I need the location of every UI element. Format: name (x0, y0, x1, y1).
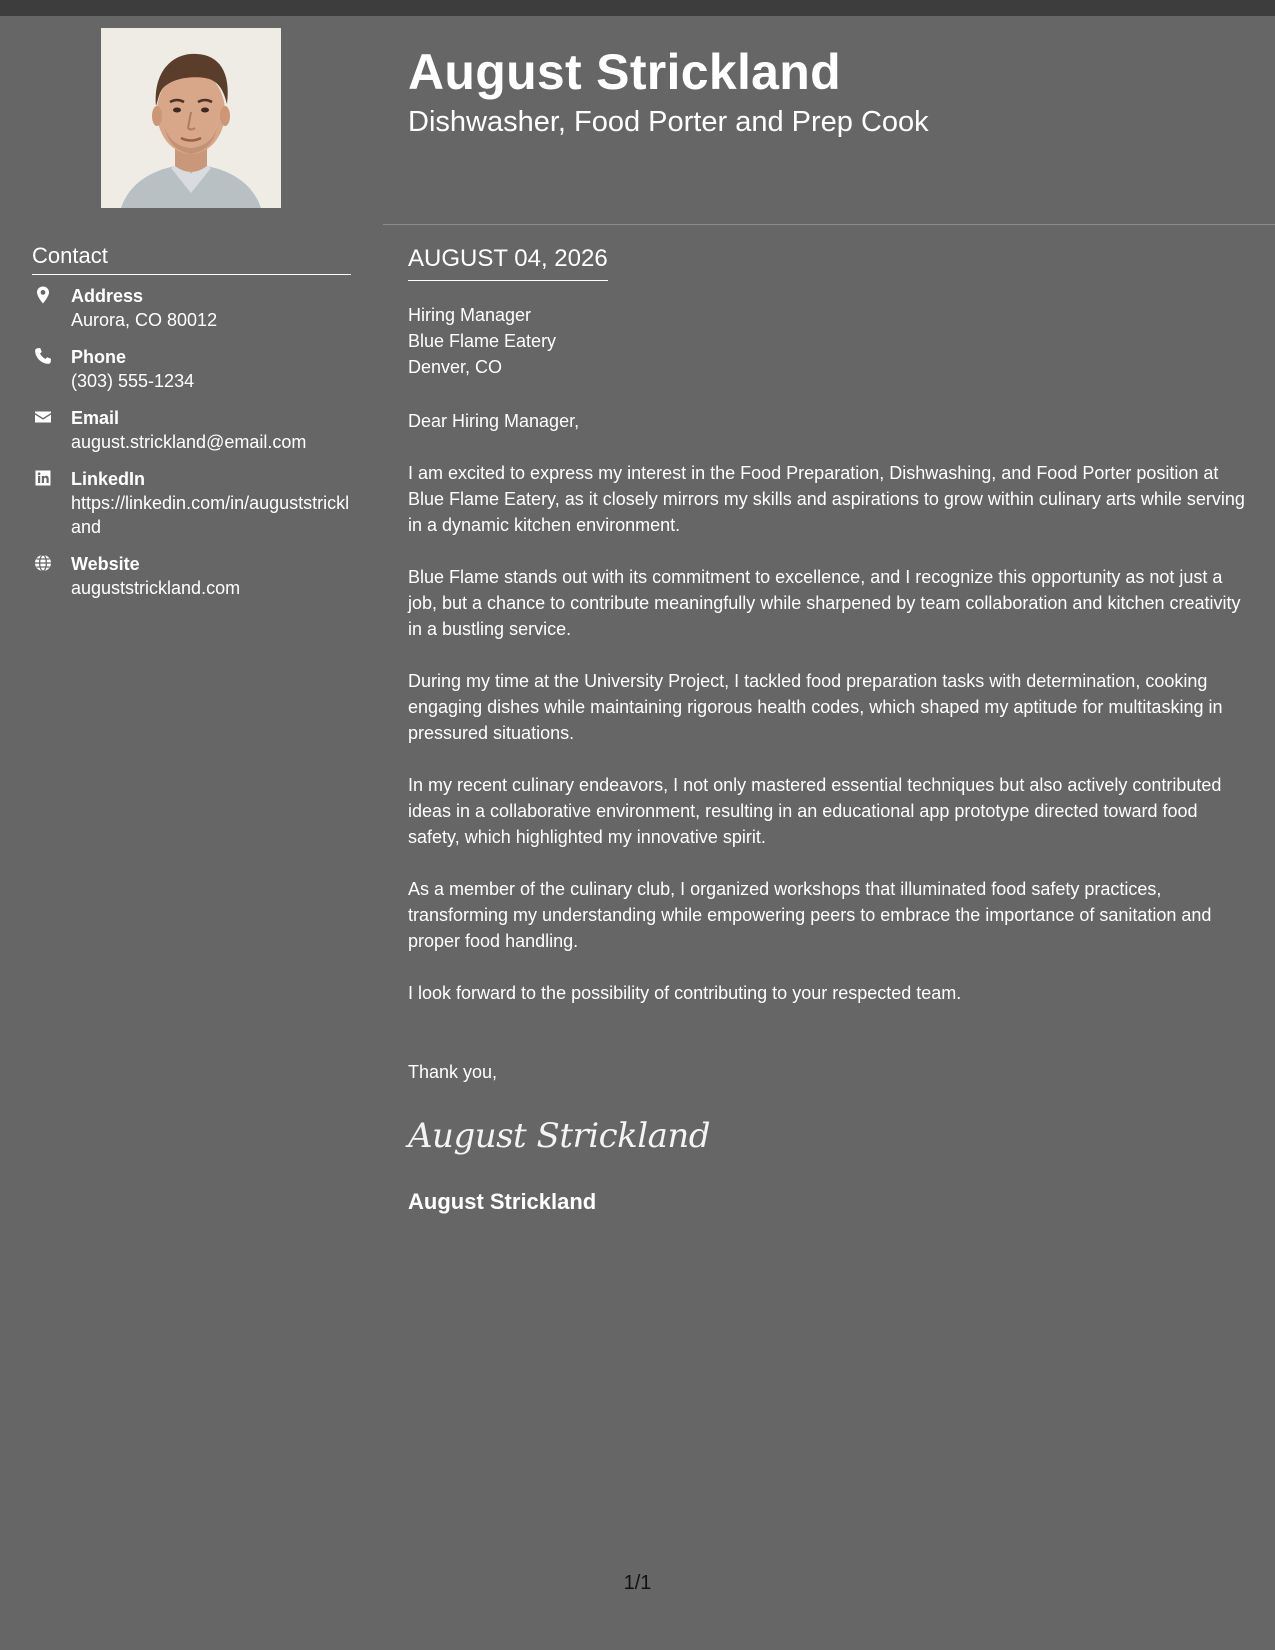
salutation: Dear Hiring Manager, (408, 411, 580, 431)
contact-label: Website (71, 554, 140, 574)
paragraph: As a member of the culinary club, I organized workshops that illuminated food safety practices, transforming my understanding while empowering peers to embrace the importance of sanitation and proper food handling. (408, 879, 1212, 951)
avatar (101, 28, 281, 208)
letter-date: AUGUST 04, 2026 (408, 243, 608, 281)
sidebar (0, 16, 383, 1650)
contact-label: LinkedIn (71, 469, 146, 489)
recipient-line: Hiring Manager (408, 305, 532, 325)
map-pin-icon (34, 286, 52, 304)
job-title: Dishwasher, Food Porter and Prep Cook (408, 106, 929, 138)
phone-icon (34, 347, 52, 365)
contact-list (32, 284, 352, 613)
email-value[interactable]: august.strickland@email.com (71, 432, 307, 452)
contact-item-website (32, 552, 352, 600)
contact-item-email (32, 406, 352, 454)
paragraph: In my recent culinary endeavors, I not only mastered essential techniques but also actively contributed ideas in a collaborative environment, resulting in an educational app prototype directed toward food safety, which highlighted my innovative spirit. (408, 775, 1222, 847)
top-bar (0, 0, 1275, 16)
paragraph: Blue Flame stands out with its commitment to excellence, and I recognize this opportunity as not just a job, but a chance to contribute meaningfully while sharpened by team collaboration and kitchen creativity in a bustling service. (408, 567, 1241, 639)
paragraph: I look forward to the possibility of contributing to your respected team. (408, 983, 962, 1003)
header-divider (383, 224, 1275, 225)
phone-value[interactable]: (303) 555-1234 (71, 371, 195, 391)
linkedin-icon (34, 469, 52, 487)
contact-item-phone (32, 345, 352, 393)
globe-icon (34, 554, 52, 572)
paragraph: I am excited to express my interest in the Food Preparation, Dishwashing, and Food Porter position at Blue Flame Eatery, as it closely mirrors my skills and aspirations to grow within culinary arts while serving in a dynamic kitchen environment. (408, 463, 1245, 535)
page-number: 1/1 (623, 1572, 652, 1594)
recipient-line: Blue Flame Eatery (408, 331, 557, 351)
recipient-block (408, 302, 1253, 380)
website-value[interactable]: auguststrickland.com (71, 578, 241, 598)
applicant-name: August Strickland (408, 44, 841, 100)
address-value: Aurora, CO 80012 (71, 310, 218, 330)
recipient-line: Denver, CO (408, 357, 503, 377)
linkedin-value[interactable]: https://linkedin.com/in/auguststrickland (71, 493, 350, 537)
signer-name: August Strickland (408, 1189, 597, 1214)
envelope-icon (34, 408, 52, 426)
closing: Thank you, (408, 1062, 498, 1082)
paragraph: During my time at the University Project, I tackled food preparation tasks with determination, cooking engaging dishes while maintaining rigorous health codes, which shaped my aptitude for multitasking in pressured situations. (408, 671, 1223, 743)
contact-label: Address (71, 286, 144, 306)
contact-item-linkedin (32, 467, 352, 539)
contact-label: Email (71, 408, 120, 428)
contact-label: Phone (71, 347, 127, 367)
signature: August Strickland (408, 1116, 711, 1156)
letter-body (408, 302, 1253, 1217)
contact-section-title: Contact (32, 241, 351, 275)
contact-item-address (32, 284, 352, 332)
